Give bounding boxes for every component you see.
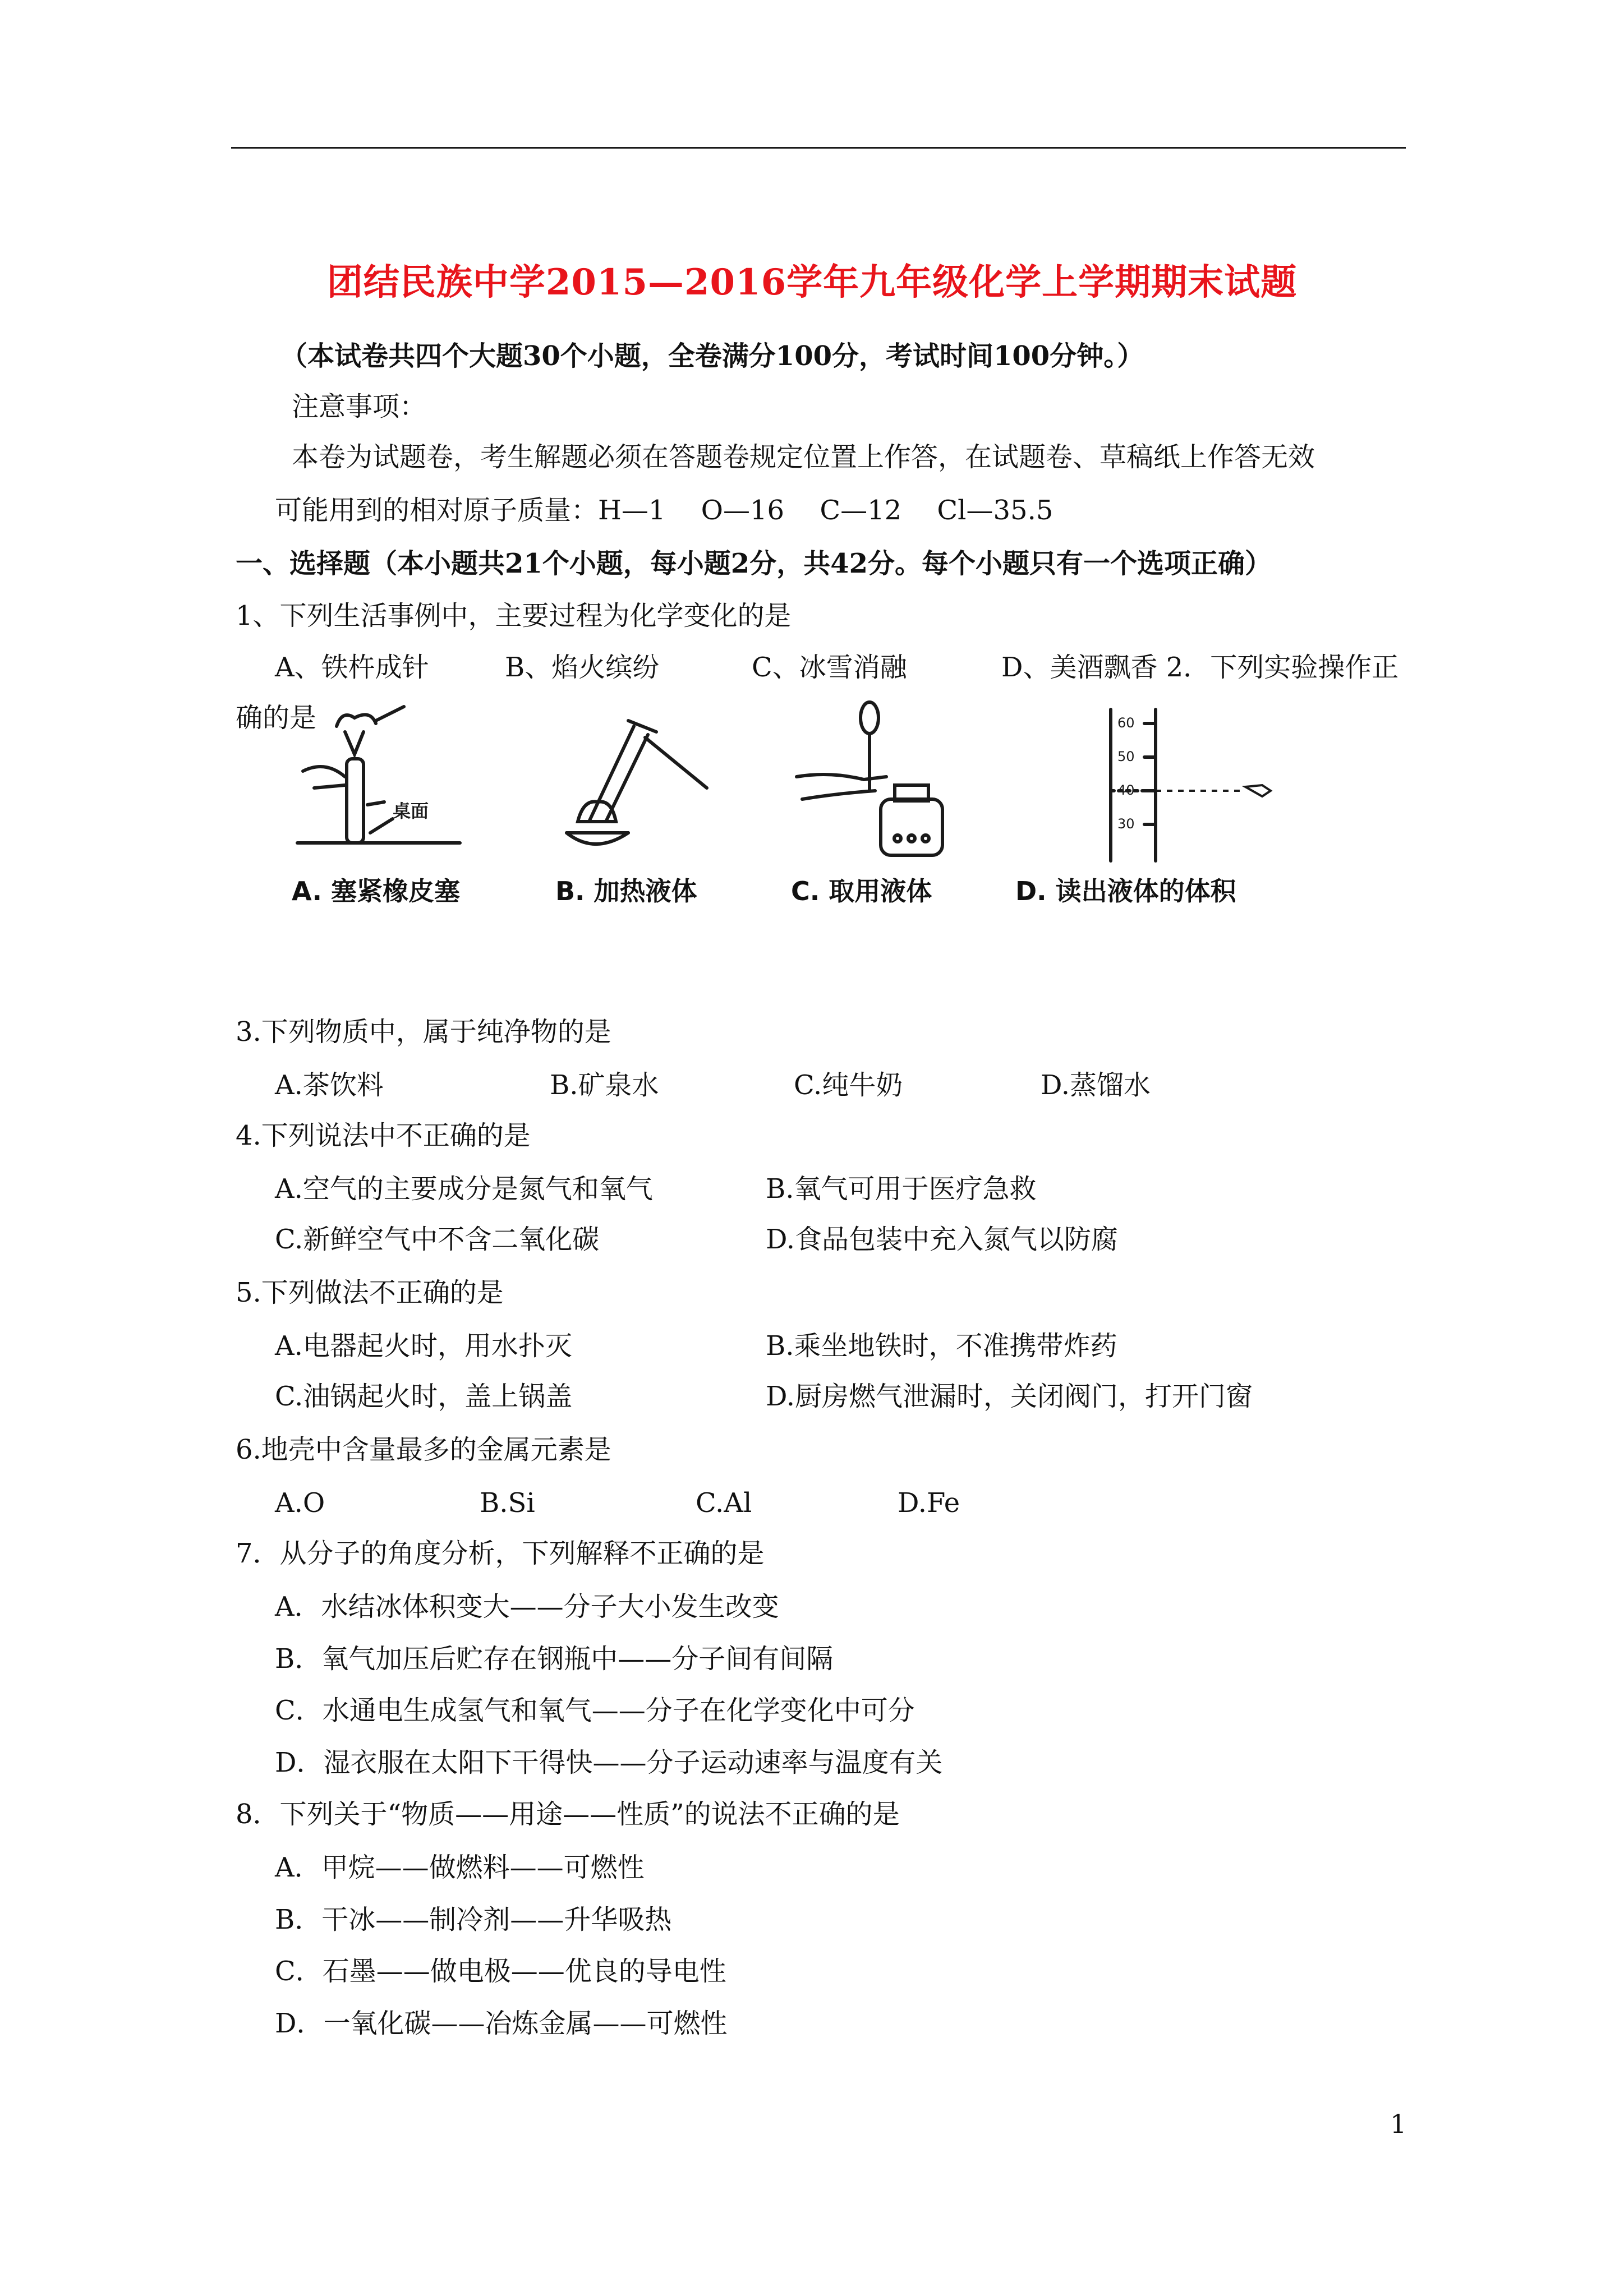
- question-3-option-b: B.矿泉水: [550, 1069, 659, 1101]
- question-8-option-a: A．甲烷——做燃料——可燃性: [275, 1852, 645, 1883]
- question-6-option-a: A.O: [275, 1487, 325, 1519]
- figure-caption-a: A. 塞紧橡皮塞: [292, 876, 460, 906]
- question-3-option-d: D.蒸馏水: [1041, 1069, 1151, 1101]
- question-6-option-b: B.Si: [480, 1487, 535, 1519]
- question-7-option-c: C．水通电生成氢气和氧气——分子在化学变化中可分: [275, 1695, 915, 1726]
- heating-liquid-diagram: [550, 704, 729, 861]
- question-8-stem: 8．下列关于“物质——用途——性质”的说法不正确的是: [236, 1799, 900, 1830]
- figure-caption-d: D. 读出液体的体积: [1015, 876, 1236, 906]
- page-number: 1: [1390, 2109, 1407, 2139]
- question-8-option-c: C．石墨——做电极——优良的导电性: [275, 1956, 726, 1987]
- question-7-stem: 7．从分子的角度分析，下列解释不正确的是: [236, 1538, 765, 1569]
- graduated-cylinder-diagram: [1077, 698, 1290, 866]
- question-5-option-b: B.乘坐地铁时，不准携带炸药: [766, 1330, 1117, 1362]
- cylinder-tick-40: 40: [1117, 782, 1135, 798]
- question-5-option-a: A.电器起火时，用水扑灭: [275, 1330, 572, 1362]
- question-8-option-b: B．干冰——制冷剂——升华吸热: [275, 1904, 672, 1935]
- question-4-stem: 4.下列说法中不正确的是: [236, 1120, 531, 1151]
- figure-caption-c: C. 取用液体: [791, 876, 932, 906]
- question-4-option-d: D.食品包装中充入氮气以防腐: [766, 1224, 1119, 1255]
- question-8-option-d: D．一氧化碳——冶炼金属——可燃性: [275, 2008, 728, 2039]
- question-5-option-d: D.厨房燃气泄漏时，关闭阀门，打开门窗: [766, 1381, 1253, 1412]
- question-7-option-b: B．氧气加压后贮存在钢瓶中——分子间有间隔: [275, 1643, 834, 1675]
- instruction-text: 本卷为试题卷，考生解题必须在答题卷规定位置上作答，在试题卷、草稿纸上作答无效: [292, 441, 1315, 473]
- question-6-option-d: D.Fe: [898, 1487, 960, 1519]
- question-4-option-a: A.空气的主要成分是氮气和氧气: [275, 1173, 653, 1205]
- question-4-option-c: C.新鲜空气中不含二氧化碳: [275, 1224, 600, 1255]
- question-1-option-b: B、焰火缤纷: [505, 652, 660, 683]
- cylinder-tick-50: 50: [1117, 749, 1135, 764]
- question-3-option-a: A.茶饮料: [275, 1069, 384, 1101]
- test-tube-stopper-diagram: [292, 693, 482, 861]
- figure-caption-b: B. 加热液体: [555, 876, 697, 906]
- question-3-option-c: C.纯牛奶: [794, 1069, 903, 1101]
- attention-label: 注意事项：: [292, 391, 427, 422]
- table-label: 桌面: [393, 800, 429, 822]
- cylinder-tick-60: 60: [1117, 715, 1135, 731]
- question-1-option-a: A、铁杵成针: [275, 652, 429, 683]
- question-1-stem: 1、下列生活事例中，主要过程为化学变化的是: [236, 600, 792, 631]
- question-4-option-b: B.氧气可用于医疗急救: [766, 1173, 1037, 1205]
- question-5-option-c: C.油锅起火时，盖上锅盖: [275, 1381, 573, 1412]
- question-5-stem: 5.下列做法不正确的是: [236, 1277, 504, 1308]
- section-heading: 一、选择题（本小题共21个小题，每小题2分，共42分。每个小题只有一个选项正确）: [236, 548, 1272, 579]
- header-rule: [231, 147, 1406, 149]
- question-1-option-c: C、冰雪消融: [752, 652, 907, 683]
- question-7-option-a: A．水结冰体积变大——分子大小发生改变: [275, 1591, 779, 1622]
- question-2-figure: [292, 693, 1313, 928]
- dropper-liquid-diagram: [785, 693, 976, 861]
- cylinder-tick-30: 30: [1117, 816, 1135, 832]
- exam-note: （本试卷共四个大题30个小题，全卷满分100分，考试时间100分钟。）: [280, 340, 1144, 372]
- question-7-option-d: D．湿衣服在太阳下干得快——分子运动速率与温度有关: [275, 1747, 943, 1778]
- question-6-option-c: C.Al: [696, 1487, 752, 1519]
- atomic-mass-text: 可能用到的相对原子质量：H—1 O—16 C—12 Cl—35.5: [275, 495, 1053, 526]
- question-1-option-d: D、美酒飘香 2．下列实验操作正: [1001, 652, 1399, 683]
- question-3-stem: 3.下列物质中，属于纯净物的是: [236, 1016, 611, 1048]
- question-2-stem-cont: 确的是: [236, 702, 317, 734]
- page-title: 团结民族中学2015—2016学年九年级化学上学期期末试题: [326, 261, 1298, 303]
- question-6-stem: 6.地壳中含量最多的金属元素是: [236, 1434, 611, 1465]
